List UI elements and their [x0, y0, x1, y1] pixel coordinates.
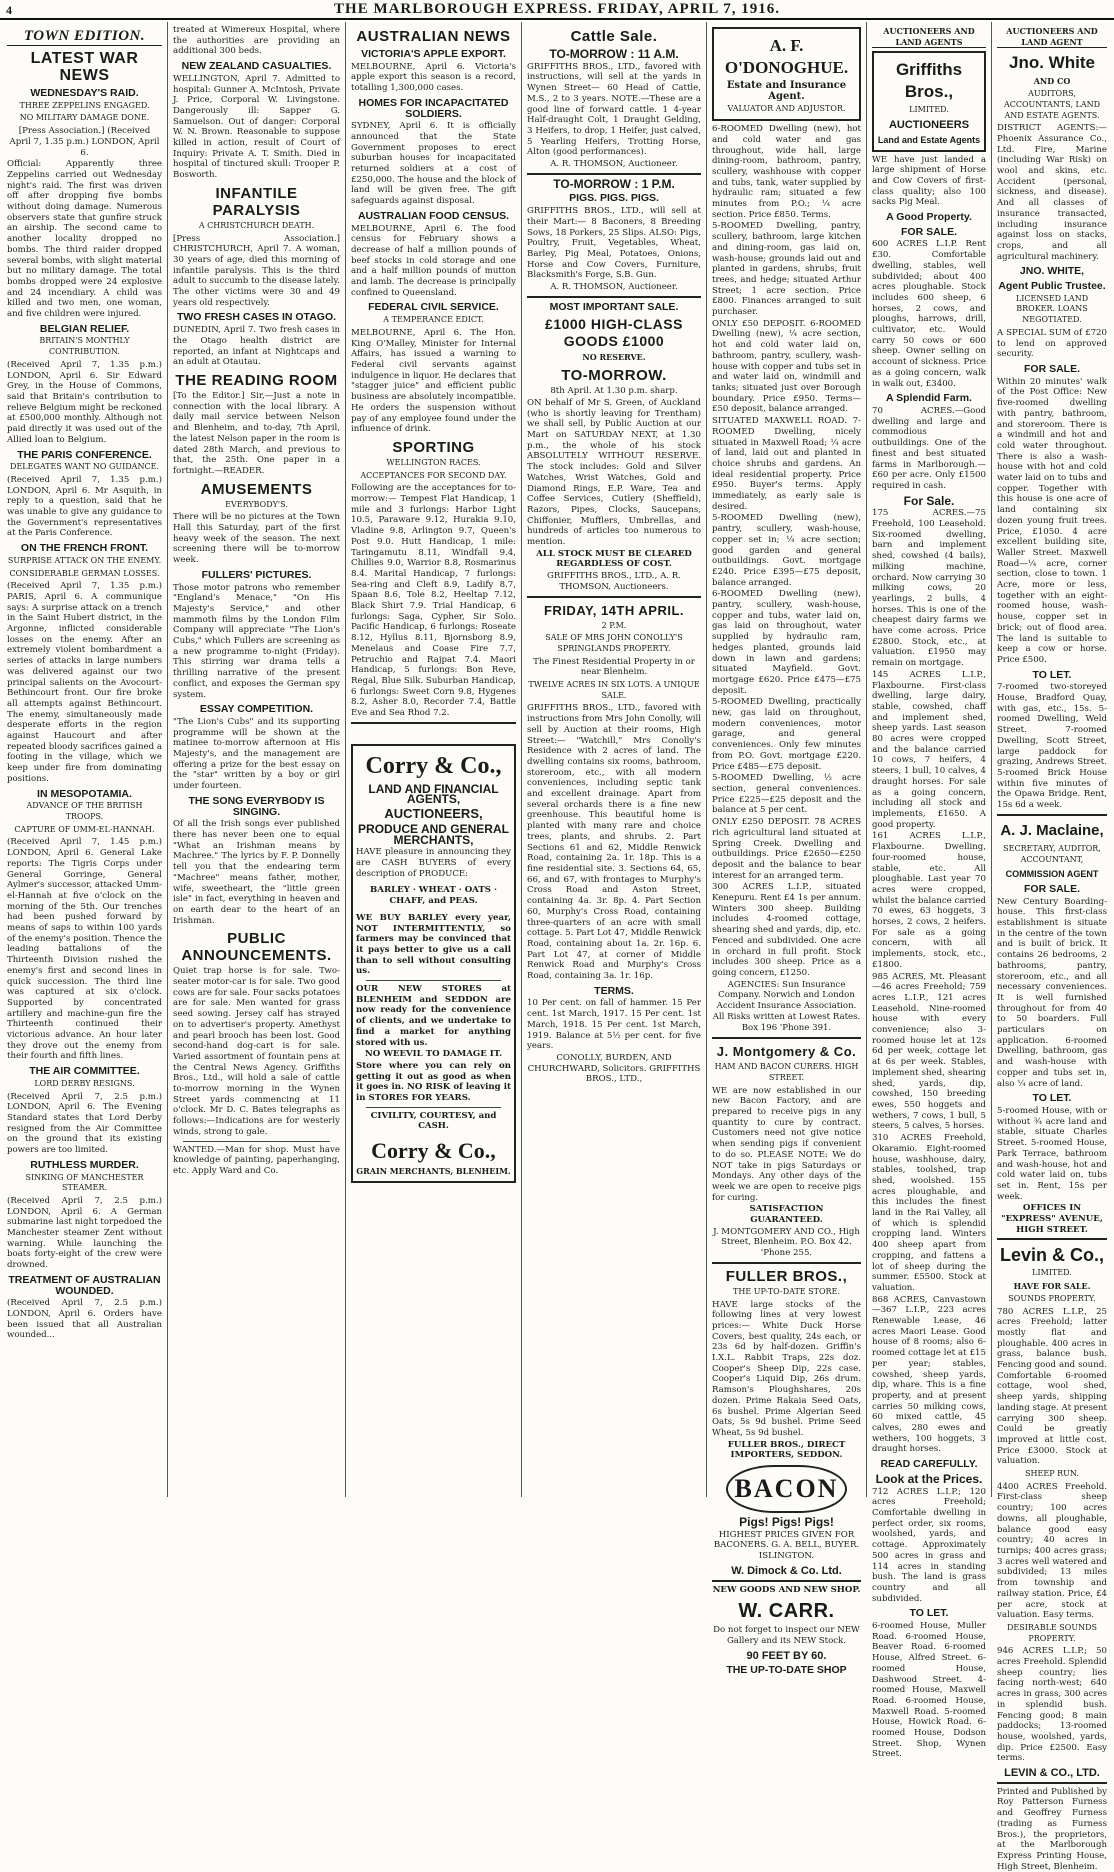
montgomery-signature: J. MONTGOMERY AND CO., High Street, Blenheim. P.O. Box 42. 'Phone 255. [713, 1226, 860, 1259]
maclaine-to-let: TO LET. [1032, 1092, 1072, 1105]
otago-body: DUNEDIN, April 7. Two fresh cases in the Otago health district are reported, an infant at Nightcaps and an adult at Otautau. [173, 325, 340, 368]
meso-subheading-2: CAPTURE OF UMM-EL-HANNAH. [14, 824, 155, 834]
fullers-heading: FULLERS' PICTURES. [201, 568, 312, 581]
property-70: 70 ACRES.—Good dwelling and large and commodious outbuildings. One of the finest and best situated farms in Marlborough.—£60 per acre. Only £1500 required in cash. [872, 405, 986, 491]
sheep-run: SHEEP RUN. [1025, 1469, 1079, 1479]
divider [712, 1580, 861, 1582]
column-war-news [2, 22, 168, 1497]
white-body: DISTRICT AGENTS:— Phoenix Assurance Co., Ltd. Fire, Marine (including War Risk) on wool and skins, etc. Accident (personal, sickness, and disease). And all classes of insurance transacted, including insurance against loss on stacks, crops, and all agricultural machinery. [997, 123, 1107, 262]
song-body: Of all the Irish songs ever published there has never been one to equal "What an Irishman means by Machree." The lyrics by F. P. Donnelly tell you that the endearing term "Machree" means father, mother, wife, sweetheart, the "little green isle" in fact, everything in heaven and on earth dear to the heart of an Irishman. [173, 819, 340, 926]
homes-heading: HOMES FOR INCAPACITATED SOLDIERS. [358, 96, 509, 120]
corry-ad [351, 744, 516, 1183]
property-310: 310 ACRES Freehold, Okaramio. Eight-roomed house, washhouse, dairy, stables, toolshed, trap shed, woolshed. 155 acres ploughable, and this includes the finest land in the Rai Valley, all of which is splendid cropping land. Winters 400 sheep apart from cropping, and fattens a lot of sheep during the summer. £5500. Stock at valuation. [872, 1133, 986, 1293]
to-let-body: 7-roomed two-storeyed House, Bradford Quay, with gas, etc., 15s. 5-roomed Dwelling, Weld Street. 7-roomed Dwelling, Scott Street, large paddock for grazing, Andrews Street. 5-roomed Brick House within five minutes of the Opawa Bridge. Rent, 15s 6d a week. [997, 682, 1107, 811]
maclaine-body: New Century Boarding-house. This first-class establishment is situate in the centre of the town and is built of brick. It contains 26 bedrooms, 2 bathrooms, pantry, storeroom, etc., and all necessary conveniences. It is well furnished throughout for from 40 to 50 boarders. Full particulars on application. 6-roomed Dwelling, bathroom, gas and wash-house with copper and tubs set in, also ¼ acre of land. [997, 896, 1107, 1089]
listing-8: 5-ROOMED Dwelling, ½ acre section, general conveniences. Price £225—£25 deposit and the balance at 5 per cent. [712, 773, 861, 816]
good-property-heading: A Good Property. [886, 211, 972, 224]
griffiths-land: Land and Estate Agents [877, 134, 981, 145]
column-header: AUCTIONEERS AND LAND AGENTS [872, 26, 986, 48]
to-let-heading: TO LET. [909, 1607, 949, 1620]
fuller-body: HAVE large stocks of the following lines at very lowest prices:— White Duck Horse Covers, best quality, 24s each, or 23s 6d by half-dozen. Griffin's I.X.L. Rabbit Traps, 22s doz. Cooper's Sheep Dip, 22s case. Cooper's Liquid Dip, 26s drum. Ramson's Ploughshares, 20s dozen. Prime Rakaia Seed Oats, 6s bushel. Prime Algerian Seed Oats, 5s 9d bushel. Prime Seed Wheat, 5s 9d bushel. [712, 1299, 861, 1438]
reading-room-body: [To the Editor.] Sir,—Just a note in connection with the local library. A daily mail service between Nelson and Blenheim, and to-day, 7th April, the latest Nelson paper in the room is dated 28th March, and previous to that, the 25th. One paper in a fortnight.—READER. [173, 390, 340, 476]
infantile-subheading: A CHRISTCHURCH DEATH. [198, 220, 315, 230]
listing-10: 300 ACRES L.I.P., situated Kenepuru. Rent £4 1s per annum. Winters 300 sheep. Building includes 4-roomed cottage, shearing shed and yards, dip, etc. Fenced and subdivided. One acre in orchard in full profit. Stock includes 300 sheep. Price as a going concern, £1250. [712, 882, 861, 978]
australian-news-heading: AUSTRALIAN NEWS [356, 28, 511, 45]
friday-sale-signature: CONOLLY, BURDEN, AND CHURCHWARD, Solicitors. GRIFFITHS BROS., LTD., [527, 1052, 701, 1085]
murder-body: (Received April 7, 2.5 p.m.) LONDON, April 6. A German submarine last night torpedoed the Manchester steamer Zent without warning. While launching the boats forty-eight of the crew were drowned. [7, 1195, 162, 1271]
levin-946: 946 ACRES L.I.P.; 50 acres Freehold. Splendid sheep country; lies facing north-west; 640 acres in grass, 300 acres in splendid bush. Fencing good; 8 main paddocks; 13-roomed house, woolshed, yards, dip. Price £2500. Easy terms. [997, 1646, 1107, 1764]
amusements-heading: AMUSEMENTS [200, 480, 313, 498]
intro-text: treated at Wimereux Hospital, where the authorities are providing an additional 300 beds. [173, 25, 340, 57]
listing-5: 5-ROOMED Dwelling (new), pantry, scullery, wash-house, copper set in; ¼ acre section; good garden and general outbuildings. Govt. mortgage £240. Price £395—£75 deposit, balance arranged. [712, 513, 861, 588]
for-sale-heading: FOR SALE. [1023, 362, 1080, 375]
listing-4: SITUATED MAXWELL ROAD. 7-ROOMED Dwelling, nicely situated in Maxwell Road; ¼ acre of land, laid out and planted in choice shrubs and gardens. An ideal residential property. Price £950. Buyer's terms. Apply immediately, as early sale is desired. [712, 416, 861, 512]
paris-subheading: DELEGATES WANT NO GUIDANCE. [10, 462, 159, 472]
licensed-broker: LICENSED LAND BROKER. LOANS NEGOTIATED. [1015, 293, 1089, 325]
divider [997, 1782, 1107, 1784]
raid-source: [Press Association.] (Received April 7, 1.35 p.m.) LONDON, April 6. [9, 126, 160, 158]
to-let-body: 6-roomed House, Muller Road. 6-roomed House, Beaver Road. 6-roomed House, Alfred Street. 6-roomed House, Dashwood Street. 4-roomed House, Maxwell Road. 6-roomed House, Maxwell Road. 5-roomed House, Howick Road. 6-roomed House, Dodson Street. Shop, Wynen Street. [872, 1621, 986, 1760]
griffiths-heading: Griffiths Bros., [895, 60, 963, 102]
divider [183, 1141, 330, 1142]
air-body: (Received April 7, 2.5 p.m.) LONDON, April 6. The Evening Standard states that Lord Derby resigned from the Air Committee on the ground that its existing powers are too limited. [7, 1091, 162, 1156]
cattle-sale-heading: Cattle Sale. [570, 28, 658, 45]
odonoghue-sub-2: VALUATOR AND ADJUSTOR. [727, 104, 846, 114]
terms-heading: TERMS. [594, 984, 634, 997]
maclaine-sub-2: COMMISSION AGENT [1005, 869, 1099, 880]
divider [366, 980, 501, 981]
corry-line-2: AUCTIONEERS, [384, 806, 483, 822]
for-sale-heading-2: For Sale. [903, 493, 955, 508]
french-subheading-2: CONSIDERABLE GERMAN LOSSES. [9, 568, 160, 578]
friday-sale-time: 2 P.M. [601, 620, 627, 630]
sporting-subheading: WELLINGTON RACES. [386, 457, 481, 467]
levin-heading: Levin & Co., [999, 1245, 1104, 1266]
friday-sale-sub-3: TWELVE ACRES IN SIX LOTS. A UNIQUE SALE. [528, 680, 700, 700]
listing-1: 6-ROOMED Dwelling (new), hot and cold water and gas throughout, wide hall, large dining-room, bathroom, pantry, scullery, washhouse with copper and tubs, tank, water supplied by hydraulic ram; situated a few minutes from P.O.; ¼ acre section. Price £850. Terms. [712, 124, 861, 220]
terms-body: 10 Per cent. on fall of hammer. 15 Per cent. 1st March, 1917. 15 Per cent. 1st March, 1918. 15 Per cent. 1st March, 1919. Balance at 5½ per cent. for five years. [527, 998, 701, 1052]
montgomery-sub: HAM AND BACON CURERS. HIGH STREET. [714, 1062, 859, 1082]
column-local-news [168, 22, 346, 1497]
raid-subheading-2: NO MILITARY DAMAGE DONE. [19, 113, 150, 123]
column-header: AUCTIONEERS AND LAND AGENT [997, 26, 1107, 48]
masthead-title: THE MARLBOROUGH EXPRESS. FRIDAY, APRIL 7, 1916. [334, 0, 780, 17]
column-odonoghue [707, 22, 867, 1677]
carr-heading: W. CARR. [738, 1600, 835, 1623]
loan-text: A SPECIAL SUM of £720 to lend on approved security. [997, 327, 1107, 360]
levin-4400: 4400 ACRES Freehold. First-class sheep country; 100 acres downs, all ploughable, balance good easy country; 40 acres in turnips; 400 acres grass; 3 acres well watered and subdivided; 13 miles from township and railway station. Price, £4 per acre, stock at valuation. Easy terms. [997, 1481, 1107, 1621]
pigs-heading: Pigs! Pigs! Pigs! [739, 1515, 834, 1530]
property-712: 712 ACRES L.I.P.; 120 acres Freehold; Comfortable dwelling in perfect order, six rooms, woolshed, yards, and cottage. Approximately 500 acres in grass and 114 acres in standing bush. The land is grass country and all subdivided. [872, 1486, 986, 1604]
property-161: 161 ACRES L.I.P., Flaxbourne. Dwelling, four-roomed house, stable, etc. All ploughable. Last year 70 acres were cropped, whilst the balance carried 70 ewes, 63 hoggets, 3 horses, 2 cows, 2 heifers. For sale as a going concern, with all implements, stock, etc., £1800. [872, 831, 986, 970]
fullers-body: Those motor patrons who remember "England's Menace," "On His Majesty's Service," and other mammoth films by the London Film Company will appreciate "The Lion's Cubs," which Fullers are screening as a new programme to-night (Friday). This stirring war drama tells a thrilling narrative of the present conflict, and exposes the German spy system. [173, 582, 340, 700]
essay-body: "The Lion's Cubs" and its supporting programme will be shown at the matinee to-morrow afternoon at His Majesty's, and the management are offering a prize for the best essay on the "star" written by a boy or girl under fourteen. [173, 716, 340, 792]
tomorrow-heading: TO-MORROW. [561, 367, 667, 385]
montgomery-satisfaction: SATISFACTION GUARANTEED. [749, 1204, 824, 1226]
food-census-body: MELBOURNE, April 6. The food census for February shows a decrease of half a million pounds of beef stocks in cold storage and one and a half million pounds of mutton and lamb. The decrease is principally confined to Queensland. [351, 223, 516, 298]
agencies: AGENCIES: Sun Insurance Company. Norwich and London Accident Insurance Association. All Risks written at Lowest Rates. [712, 979, 861, 1022]
imprint: Printed and Published by Roy Patterson Furness and Geoffrey Furness (trading as Furness Bros.), the proprietors, at the Marlborough Express Printing House, High Street, Blenheim. [997, 1786, 1107, 1872]
cattle-signature: A. R. THOMSON, Auctioneer. [550, 159, 678, 170]
maclaine-heading: A. J. Maclaine, [1000, 821, 1104, 839]
column-griffiths [867, 22, 992, 1760]
wanted-ad: WANTED.—Man for shop. Must have knowledge of painting, paperhanging, etc. Apply Ward and Co. [173, 1144, 340, 1176]
column-australian-news [346, 22, 522, 1497]
divider [527, 596, 701, 598]
federal-body: MELBOURNE, April 6. The Hon. King O'Malley, Minister for Internal Affairs, has issued a warning to Federal civil servants against indulgence in liquor. He declares that "stagger juice" and efficient public business are absolutely incompatible. He orders the suspension without pay of any employee found under the influence of drink. [351, 327, 516, 435]
for-sale-heading: FOR SALE. [900, 225, 957, 238]
air-subheading: LORD DERBY RESIGNS. [34, 1078, 135, 1088]
britain-body: (Received April 7, 1.35 p.m.) LONDON, April 6. Sir Edward Grey, in the House of Commons, said that Britain's contribution to relieve Belgium might be reckoned at £500,000 monthly. Although not paid directly it was used out of the Allied loan to Belgium. [7, 359, 162, 445]
listing-7: 5-ROOMED Dwelling, practically new, gas laid on throughout, modern conveniences, motor garage, and general conveniences. Only few minutes from P.O. Govt. mortgage £220. Price £485—£75 deposit. [712, 697, 861, 772]
fuller-signature: FULLER BROS., DIRECT IMPORTERS, SEDDON. [727, 1439, 846, 1461]
splendid-farm-heading: A Splendid Farm. [886, 392, 972, 405]
aus-wounded-body: (Received April 7, 2.5 p.m.) LONDON, April 6. Orders have been issued that all Australian wounded... [7, 1298, 162, 1341]
corry-weevil: NO WEEVIL TO DAMAGE IT. [364, 1049, 503, 1060]
divider [527, 296, 701, 298]
divider [351, 722, 516, 724]
corry-body-4: Store where you can rely on getting it out as good as when it goes in. NO RISK of leaving it in STORES FOR YEARS. [356, 1060, 511, 1104]
corry-line-1: LAND AND FINANCIAL AGENTS, [368, 781, 499, 807]
corry-footer-sub: GRAIN MERCHANTS, BLENHEIM. [356, 1166, 511, 1177]
important-sale-heading: MOST IMPORTANT SALE. [549, 300, 679, 313]
pig-sale-signature: A. R. THOMSON, Auctioneer. [550, 282, 678, 293]
meso-subheading: ADVANCE OF THE BRITISH TROOPS. [26, 801, 143, 821]
important-sale-amount: £1000 HIGH-CLASS GOODS £1000 [545, 316, 683, 350]
pig-sale-time: TO-MORROW : 1 P.M. [553, 176, 675, 191]
reading-room-heading: THE READING ROOM [175, 371, 338, 389]
murder-subheading: SINKING OF MANCHESTER STEAMER. [25, 1172, 144, 1193]
otago-heading: TWO FRESH CASES IN OTAGO. [176, 311, 337, 324]
sounds-property: SOUNDS PROPERTY. [1008, 1293, 1096, 1303]
raid-heading: WEDNESDAY'S RAID. [30, 87, 139, 99]
french-subheading: SURPRISE ATTACK ON THE ENEMY. [7, 555, 162, 565]
pig-sale-heading: PIGS. PIGS. PIGS. [569, 192, 659, 205]
nz-casualties-body: WELLINGTON, April 7. Admitted to hospital: Gunner A. McIntosh, Private J. Price, Corporal W. Livingstone. Dangerously ill: Sapper G. Samuelson. Out of danger: Corporal W. N. Brown. Reasonable to suppose killed in action, result of Court of Inquiry: Private A. T. Smith. Died in hospital of tinctured skull: Trooper P. Bosworth. [173, 73, 340, 181]
read-carefully-heading: READ CAREFULLY. [880, 1458, 978, 1471]
important-sale-signature: GRIFFITHS BROS., LTD., A. R. THOMSON, Auctioneers. [547, 571, 681, 592]
property-600: 600 ACRES L.I.P. Rent £30. Comfortable dwelling, stables, well subdivided; about 400 acres ploughable. Stock includes 600 sheep, 6 horses, 2 cows, and ploughs, harrows, drill, cultivator, etc. Would carry 50 cows or 600 sheep. Owner selling on account of sickness. Price as a going concern, walk in walk out, £3400. [872, 239, 986, 389]
divider [712, 1037, 861, 1039]
public-trustee: Agent Public Trustee. [998, 280, 1106, 293]
white-name: JNO. WHITE, [1019, 265, 1085, 278]
song-heading: THE SONG EVERYBODY IS SINGING. [188, 794, 325, 818]
britain-heading: BRITAIN'S MONTHLY CONTRIBUTION. [39, 336, 130, 357]
murder-heading: RUTHLESS MURDER. [30, 1158, 139, 1171]
important-sale-body: ON behalf of Mr S. Green, of Auckland (who is shortly leaving for Trentham) we shall sell, by Public Auction at our Mart on SATURDAY NEXT, at 1.30 p.m., the whole of his stock ABSOLUTELY WITHOUT RESERVE. The stock includes: Gold and Silver Watches, Wrist Watches, Gold and Diamond Rings, E.P. Ware, Tea and Coffee Services, Cutlery (Sheffield), Razors, Pipes, Clocks, Saucepans, Chiffonier, Mufflers, Umbrellas, and hundreds of articles too numerous to mention. [527, 397, 701, 548]
listing-9: ONLY £250 DEPOSIT. 78 ACRES rich agricultural land situated at Spring Creek. Dwelling and outbuildings. Price £2650—£250 deposit and the balance to bear interest for an arranged term. [712, 817, 861, 881]
important-sale-note: ALL STOCK MUST BE CLEARED REGARDLESS OF COST. [536, 548, 692, 570]
for-sale-body: Within 20 minutes' walk of the Post Office: New five-roomed dwelling with pantry, bathroom, and storeroom. There is a windmill and hot and cold water throughout. There is also a wash-house with hot and cold water laid on to tubs and copper. Together with this house is one acre of land containing six dozen young fruit trees. Price, £1050. 4 acre excellent building site, Waller Street. Maxwell Road—¼ acre, corner section, close to town. 1 Acre, more or less, together with an eight-roomed house, wash-house, copper set in brick; out of flood area. The land is suitable to keep a cow or horse. Price £500. [997, 376, 1107, 665]
important-sale-date: 8th April. At 1.30 p.m. sharp. [550, 386, 678, 397]
look-prices-heading: Look at the Prices. [875, 1471, 983, 1486]
offices: OFFICES IN "EXPRESS" AVENUE, HIGH STREET. [1001, 1203, 1103, 1235]
sporting-heading: SPORTING [392, 438, 475, 456]
fuller-heading: FULLER BROS., [725, 1267, 848, 1285]
divider [997, 1238, 1107, 1240]
meso-body: (Received April 7, 1.45 p.m.) LONDON, April 6. General Lake reports: The Tigris Corps under General Gorringe, General Aylmer's successor, attacked Umm-el-Hannah at five o'clock on the morning of the 5th. Our trenches had been pushed forward by means of saps to within 100 yards of the enemy's position. Thence the leading battalions of the Thirteenth Division rushed the enemy's first and second lines in quick succession. The third line was captured at six o'clock. Supported by concentrated artillery and machine-gun fire the Thirteenth continued their victorious advance. An hour later they drove out the enemy from their fourth and fifth lines. [7, 837, 162, 1062]
infantile-heading: INFANTILE PARALYSIS [212, 184, 301, 219]
amusements-subheading: EVERYBODY'S. [225, 499, 288, 509]
apple-body: MELBOURNE, April 6. Victoria's apple export this season is a record, totalling 1,300,000 cases. [351, 61, 516, 94]
listing-6: 6-ROOMED Dwelling (new), pantry, scullery, wash-house, copper and tubs, water laid on, gas laid on throughout, water supplied by hydraulic ram, hedges planted, grounds laid down in lawn and gardens; situated Mayfield. Govt. mortgage £620. Price £475—£75 deposit. [712, 589, 861, 696]
white-sub-2: AUDITORS, ACCOUNTANTS, LAND AND ESTATE AGENTS. [1003, 89, 1101, 120]
corry-line-3: PRODUCE AND GENERAL MERCHANTS, [358, 821, 509, 847]
page-number: 4 [6, 3, 13, 17]
property-145: 145 ACRES L.I.P., Flaxbourne. First-class dwelling, large dairy, stable, cowshed, chaff and implement shed, sheep yards. Last season 80 acres were cropped and the balance carried 10 cows, 7 heifers, 4 steers, 1 bull, 10 calves, 4 draught horses. For sale as a going concern, including all stock and implements, £1650. A good property. [872, 669, 986, 830]
corry-body: HAVE pleasure in announcing they are CASH BUYERS of every description of PRODUCE: [356, 847, 511, 879]
essay-heading: ESSAY COMPETITION. [199, 703, 314, 716]
apple-heading: VICTORIA'S APPLE EXPORT. [361, 48, 506, 60]
paris-body: (Received April 7, 1.35 p.m.) LONDON, April 6. Mr Asquith, in reply to a question, said that he was unable to give any guidance to the Government's representatives at the Paris Conference. [7, 474, 162, 539]
friday-sale-heading: FRIDAY, 14TH APRIL. [543, 602, 684, 618]
friday-sale-sub-2: The Finest Residential Property in or near Blenheim. [533, 656, 695, 678]
odonoghue-ad [712, 27, 861, 121]
meso-heading: IN MESOPOTAMIA. [37, 787, 132, 800]
odonoghue-sub: Estate and Insurance Agent. [726, 80, 847, 102]
desirable-sounds: DESIRABLE SOUNDS PROPERTY. [1007, 1622, 1097, 1643]
new-goods: NEW GOODS AND NEW SHOP. [712, 1584, 861, 1595]
levin-780: 780 ACRES L.I.P., 25 acres Freehold; latter mostly flat and ploughable. 400 acres in grass, balance bush. Fencing good and sound. Comfortable 6-roomed cottage, wool shed, sheep yards, shipping landing stage. At present carrying 300 sheep. Could be greatly improved at little cost. Price £3000. Stock at valuation. [997, 1306, 1107, 1467]
friday-sale-body: GRIFFITHS BROS., LTD., favored with instructions from Mrs John Conolly, will sell by Auction at their rooms, High Street:— "Watchill," Mrs Conolly's Residence with 2 acres of land. The dwelling contains six rooms, bathroom, storeroom, etc., with all modern conveniences, including septic tank and excellent drainage. Apart from several orchards there is a fine new greenhouse. This beautiful home is planted with many rare and choice trees, plants, and shrubs. 2. Part Sections 61 and 62, Middle Renwick Road, containing 2a. 1r. 18p. This is a fine residential site. 3. Sections 64, 65, 66, and 67, with frontages to Murphy's Cross Road and Aston Street, containing 4a. 3r. 8p. 4. Part Section 60, Murphy's Cross Road, containing three-quarters of an acre with small cottage. 5. Part Lot 47, Middle Renwick Road, containing about 1a. 2r. 16p. 6. Part Lot 47, at corner of Middle Renwick Road and Murphy's Cross Road, containing 3a. 1r. 16p. [527, 703, 701, 982]
carr-size: 90 FEET BY 60. [746, 1649, 827, 1662]
latest-war-news-heading: LATEST WAR NEWS [30, 50, 139, 84]
maclaine-sub: SECRETARY, AUDITOR, ACCOUNTANT, [1003, 843, 1101, 864]
maclaine-let-body: 5-roomed House, with or without ¾ acre land and stable, situate Charles Street. 5-roomed House, Park Terrace, bathroom and wash-house, hot and cold water laid on, tubs set in. Rent, 15s per week. [997, 1105, 1107, 1202]
listing-2: 5-ROOMED Dwelling, pantry, scullery, bathroom, large kitchen and dining-room, gas laid on, wash-house; grounds laid out and planted in gardens, shrubs, fruit trees, and hedge; situated Arthur Street; 1 acre section. Price £800. Finances arranged to suit purchaser. [712, 221, 861, 318]
raid-subheading: THREE ZEPPELINS ENGAGED. [19, 100, 150, 110]
sporting-subheading-2: ACCEPTANCES FOR SECOND DAY. [360, 470, 507, 480]
fuller-sub: THE UP-TO-DATE STORE. [733, 1286, 840, 1296]
homes-body: SYDNEY, April 6. It is officially announced that the State Government proposes to erect suburban houses for incapacitated returned soldiers at a cost of £250,000. The house and the block of land will be given free. The gift safeguards against disposal. [351, 121, 516, 207]
listing-3: ONLY £50 DEPOSIT. 6-ROOMED Dwelling (new), ¼ acre section, hot and cold water laid on, bathroom, pantry, scullery, wash-house with copper and tubs set in and water laid on, windmill and tanks; situated just over Borough boundary. Price £950. Terms—£50 deposit, balance arranged. [712, 318, 861, 415]
box-phone: Box 196 'Phone 391. [741, 1023, 832, 1034]
food-census-heading: AUSTRALIAN FOOD CENSUS. [357, 209, 510, 222]
white-heading: Jno. White [1009, 53, 1095, 73]
cattle-time: TO-MORROW : 11 A.M. [549, 47, 679, 61]
dimock-heading: W. Dimock & Co. Ltd. [731, 1564, 842, 1577]
corry-heading: Corry & Co., [365, 752, 502, 779]
property-175: 175 ACRES.—75 Freehold, 100 Leasehold. Six-roomed dwelling, barn and implement shed, cowshed (4 bails), milking machine, orchard. Now carrying 30 milking cows, 20 yearlings, 2 bulls, 4 horses. This is one of the cheapest dairy farms we have come across. Price £2800. Stock, etc., at valuation. £1950 may remain on mortgage. [872, 508, 986, 669]
belgian-heading: BELGIAN RELIEF. [39, 322, 130, 335]
divider [527, 173, 701, 175]
corry-body-3: OUR NEW STORES at BLENHEIM and SEDDON are now ready for the convenience of clients, and we undertake to find a market for anything stored with us. [356, 984, 511, 1048]
carr-shop: THE UP-TO-DATE SHOP [726, 1664, 847, 1677]
infantile-body: [Press Association.] CHRISTCHURCH, April 7. A woman, 30 years of age, died this morning of infantile paralysis. This is the third adult to succumb to the disease lately. The other victims were 30 and 49 years old respectively. [173, 233, 340, 308]
to-let-heading: TO LET. [1032, 668, 1072, 681]
masthead [0, 0, 1114, 20]
bacon-logo: BACON [726, 1465, 847, 1513]
griffiths-body: WE have just landed a large shipment of Horse and Cow Covers of first-class quality; also 100 sacks Pig Meal. [872, 154, 986, 208]
white-sub: AND CO [1033, 76, 1071, 87]
divider [712, 1262, 861, 1264]
pigs-body: HIGHEST PRICES GIVEN FOR BACONERS. G. A. BELL, BUYER. ISLINGTON. [713, 1529, 860, 1562]
amusements-body: There will be no pictures at the Town Hall this Saturday, part of the first heavy week of the season. The next screening there will be to-morrow week. [173, 512, 340, 566]
divider [366, 1107, 501, 1108]
column-auction-sales [522, 22, 707, 1497]
montgomery-body: WE are now established in our new Bacon Factory, and are prepared to receive pigs in any quantity to cure by contract. Customers need not give notice when sending pigs if convenient to do so. PLEASE NOTE: We do NOT take in pigs Saturdays or Mondays. Any other days of the week we are open to receive pigs for curing. [712, 1085, 861, 1203]
corry-footer: Corry & Co., [371, 1138, 496, 1164]
levin-limited: LIMITED. [1032, 1268, 1072, 1278]
property-868: 868 ACRES, Canvastown—367 L.I.P., 223 acres Renewable Lease, 46 acres Maori Lease. Good house of 8 rooms; also 6-roomed cottage let at £15 per year; stables, cowshed, sheep yards, dip, whare. This is a fine property, and at present carries 50 milking cows, 60 mixed cattle, 45 calves, 280 ewes and wethers, 100 hoggets, 3 draught horses. [872, 1294, 986, 1455]
levin-footer: LEVIN & CO., LTD. [1004, 1767, 1100, 1780]
corry-body-2: WE BUY BARLEY every year, NOT INTERMITTENTLY, so farmers may be convinced that it pays better to give us a call than to sell without consulting us. [356, 912, 511, 977]
public-announcements-heading: PUBLIC ANNOUNCEMENTS. [181, 930, 332, 965]
raid-body: Official: Apparently three Zeppelins carried out Wednesday night's raid. The first was driven off after dropping five bombs without doing damage. Numerous observers state that gunfire struck an airship. The second came to another locality dropped no bombs. The third raider dropped several bombs, with slight material but no military damage. The total bombs dropped were 24 explosive and 24 incendiary. A child was killed and two men, one woman, and five children were injured. [7, 159, 162, 320]
air-heading: THE AIR COMMITTEE. [29, 1065, 140, 1078]
federal-heading: FEDERAL CIVIL SERVICE. [368, 301, 499, 314]
edition-label: TOWN EDITION. [7, 28, 162, 46]
nz-casualties-heading: NEW ZEALAND CASUALTIES. [181, 60, 332, 73]
public-announcements-body: Quiet trap horse is for sale. Two-seater motor-car is for sale. Two good cows are for sale. Four sacks potatoes are for sale. Men wanted for grass seed sowing. Jersey calf has strayed on to advertiser's property. Amethyst and pearl brooch has been lost. Good second-hand dog-cart is for sale. Varied assortment of fountain pens at the Central News Agency. Griffiths Bros., Ltd., will hold a sale of cattle to-morrow morning in the Wynen Street yards commencing at 11 o'clock. Mr D. C. Bates telegraphs as follows:—Indications are for westerly winds, strong to gale. [173, 966, 340, 1137]
griffiths-limited: LIMITED. [909, 105, 949, 115]
no-reserve: NO RESERVE. [582, 352, 646, 363]
paris-heading: THE PARIS CONFERENCE. [17, 448, 152, 461]
griffiths-auctioneers: AUCTIONEERS [888, 119, 970, 132]
friday-sale-sub: SALE OF MRS JOHN CONOLLY'S SPRINGLANDS PROPERTY. [545, 633, 683, 653]
divider [997, 814, 1107, 816]
sporting-body: Following are the acceptances for to-morrow:— Tempest Flat Handicap, 1 mile and 3 furlongs: Harbor Light 10.5, Paraware 9.12, Hurakia 9.10, Vladine 9.8, Arlington 9.7, Queen's Post 9.0. Hutt Handicap, 1 mile: Taringamutu 8.11, Windfall 9.4, Chillies 9.0, Warrior 8.8, Rosmarinus 8.4. Marital Handicap, 7 furlongs: Sea-ring and Cleft 8.9, Ladify 8.7, Spaan 8.6, Tole 8.2, Heeltap 7.12, Black Shirt 7.9. Trial Handicap, 6 furlongs: Saga, Cypher, Sir Solo. Pacific Handicap, 6 furlongs: Roseate 8.12, Hyllus 8.11, Bjornsborg 8.9, Menelaus and Coase Fire 7.7, Petruchio and Rajpat 7.4. Maori Handicap, 5 furlongs: Bon Reve, Regal, Blue Silk. Suburban Handicap, 6 furlongs: Sweet Corn 9.8, Hygenes 8.2, Asher 8.0, Recorder 7.4, Battle Eve and Sea Rhod 7.2. [351, 483, 516, 719]
column-white-levin [992, 22, 1112, 1872]
columns [2, 22, 1112, 1872]
french-body: (Received April 7, 1.35 p.m.) PARIS, April 6. A communique says: A surprise attack on a trench in the Saint Hubert district, in the Argonne, inflicted considerable losses on the enemy. After an extremely violent bombardment a series of attacks in large numbers was delivered against our two principal salients on the Avocourt-Bethincourt front. Our fire broke all attempts against Bethincourt. The enemy, simultaneously made desperate efforts in the region against Haucourt and after repeated bloody sacrifices gained a footing in the village, which we keep under fire from dominating positions. [7, 581, 162, 784]
carr-body: Do not forget to inspect our NEW Gallery and its NEW Stock. [713, 1625, 860, 1646]
cattle-body: GRIFFITHS BROS., LTD., favored with instructions, will sell at the yards in Wynen Street— 60 Head of Cattle, M.S., 2 to 3 years. NOTE.—These are a good line of forward cattle. 1 4-year Half-draught Colt, 1 Draught Gelding, 3 Heifers, to drop, 1 Heifer, just calved, 5 Yearling Heifers, Trotting Horse, Alton (good performances). [527, 61, 701, 158]
property-985: 985 ACRES, Mt. Pleasant—46 acres Freehold; 759 acres L.I.P., 121 acres Leasehold. Nine-roomed house with every convenience; also 3-roomed house let at 12s 6d per week, cottage let at 6s per week. Stables, implement shed, shearing shed, yards, dip, cowshed, 150 breeding ewes, 550 hoggets and wethers, 7 cows, 1 bull, 5 steers, 5 calves, 5 horses. [872, 971, 986, 1132]
pig-sale-body: GRIFFITHS BROS., LTD., will sell at their Mart:— 8 Baconers, 8 Breeding Sows, 18 Porkers, 25 Slips. ALSO: Pigs, Poultry, Fruit, Vegetables, Wheat, Barley, Pig Meal, Potatoes, Onions, Horse and Cow Covers, Furniture, Blacksmith's Forge, S.B. Gun. [527, 206, 701, 281]
levin-for-sale: HAVE FOR SALE. [1013, 1281, 1091, 1292]
odonoghue-name: A. F. O'DONOGHUE. [724, 36, 849, 77]
corry-civility: CIVILITY, COURTESY, and CASH. [370, 1110, 497, 1132]
griffiths-ad [872, 51, 986, 151]
aus-wounded-heading: TREATMENT OF AUSTRALIAN WOUNDED. [8, 1273, 161, 1297]
maclaine-for-sale: FOR SALE. [1023, 882, 1080, 895]
french-heading: ON THE FRENCH FRONT. [20, 542, 149, 555]
federal-subheading: A TEMPERANCE EDICT. [383, 315, 484, 325]
montgomery-heading: J. Montgomery & Co. [716, 1044, 857, 1060]
corry-produce-list: BARLEY · WHEAT · OATS · CHAFF, and PEAS. [370, 885, 497, 907]
